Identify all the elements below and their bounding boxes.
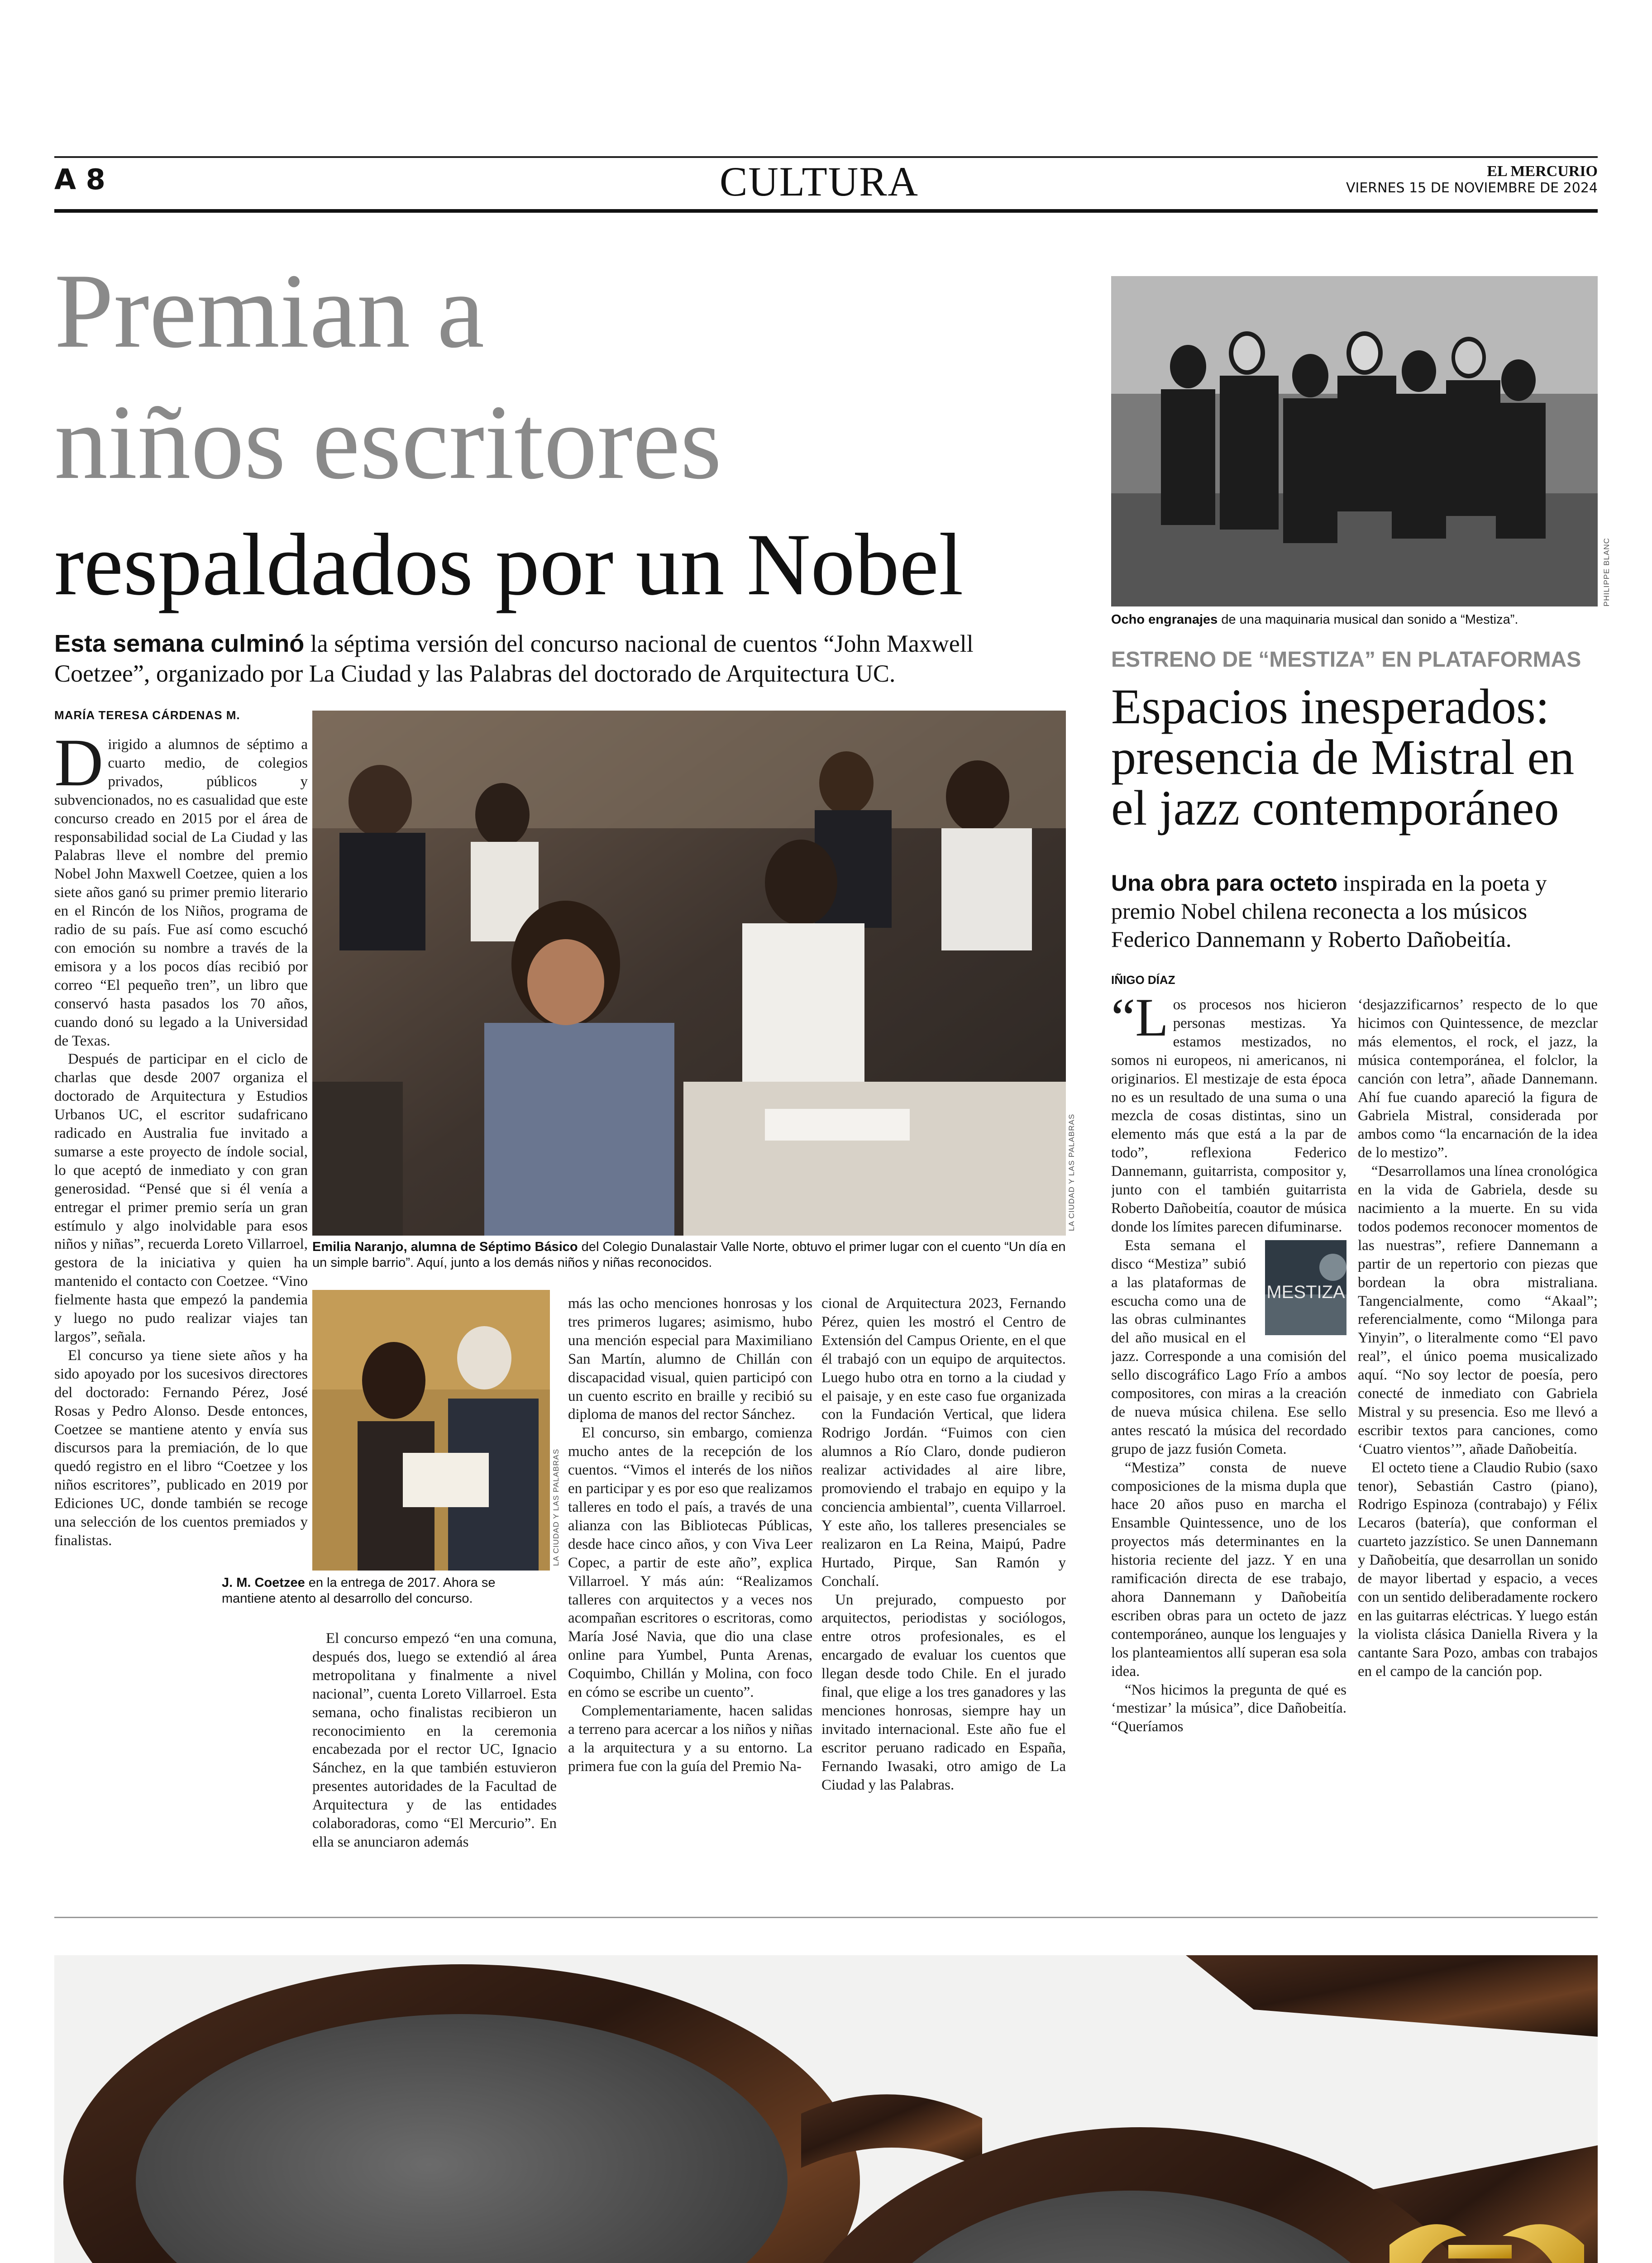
caption-bold: Ocho engranajes (1111, 612, 1218, 627)
ad-separator (54, 1917, 1598, 1918)
headline-line-2: niños escritores (54, 383, 722, 501)
headline-line-1: Premian a (54, 252, 485, 370)
side-article-column-1 (1111, 996, 1346, 1905)
main-article-column-4 (821, 1294, 1066, 1905)
caption-text: del Colegio Dunalastair Valle Norte, obtuvo el primer lugar con el cuento “Un día en un simple barrio”. Aquí, junto a los demás niños y niñas reconocidos. (312, 1240, 1066, 1270)
paragraph: El concurso, sin embargo, comienza mucho antes de la recepción de los cuentos. “Vimos el interés de los niños en participar y es por eso que realizamos talleres en todo el país, a través de una alianza con las Bibliotecas Públicas, desde hace cinco años, y con Viva Leer Copec, a partir de este año”, explica Villarroel. Y más aún: “Realizamos talleres con arquitectos y a veces nos acompañan escritores o escritoras, como María José Navia, que dio una clase online para Yumbel, Punta Arenas, Coquimbo, Chillán y Molina, con foco en cómo se escribe un cuento”. (568, 1425, 812, 1701)
masthead-bottom-rule (54, 209, 1598, 213)
coetzee-photo (312, 1290, 550, 1571)
side-article-headline: Espacios inesperados: presencia de Mistral en el jazz contemporáneo (1111, 679, 1575, 836)
octet-photo-caption (1111, 612, 1598, 628)
students-photo (312, 711, 1066, 1236)
drop-cap: D (54, 735, 104, 800)
main-lede-bold: Esta semana culminó (54, 630, 305, 657)
main-byline: MARÍA TERESA CÁRDENAS M. (54, 708, 240, 722)
newspaper-name: EL MERCURIO (1487, 163, 1598, 180)
main-article-column-3 (568, 1294, 812, 1905)
main-article-column-1 (54, 735, 308, 1903)
paragraph: “Mestiza” consta de nueve composiciones de la misma dupla que hace 20 años puso en marcha el Ensamble Quintessence, uno de los proyectos más determinantes en la historia reciente del jazz. Y en una ramificación directa de ese trabajo, ahora Dannemann y Dañobeitía escriben obras para un octeto de jazz contemporáneo, aunque los lenguajes y los planteamientos allí superan esa sola idea. (1111, 1459, 1346, 1680)
caption-text: en la entrega de 2017. Ahora se mantiene atento al desarrollo del concurso. (222, 1576, 496, 1606)
main-lede-text: la séptima versión del concurso nacional de cuentos “John Maxwell Coetzee”, organizado por La Ciudad y las Palabras del doctorado de Arquitectura UC. (54, 630, 974, 687)
paragraph: os procesos nos hicieron personas mestizas. Ya estamos mestizados, no somos ni europeos, ni americanos, ni originarios. El mestizaje de esta época no es un resultado de una suma o una mezcla de cosas distintas, sino un elemento más que está a la par de todo”, reflexiona Federico Dannemann, guitarrista, compositor y, junto con el también guitarrista Roberto Dañobeitía, coautor de música donde los límites parecen difuminarse. (1111, 997, 1346, 1235)
side-article-column-2 (1358, 996, 1598, 1905)
photo-credit: LA CIUDAD Y LAS PALABRAS (1067, 1113, 1076, 1231)
sunglasses-image (54, 1955, 1598, 2263)
celine-advertisement (54, 1955, 1598, 2263)
publication-date: VIERNES 15 DE NOVIEMBRE DE 2024 (1346, 180, 1598, 196)
main-article-column-2: El concurso empezó “en una comuna, después dos, luego se extendió al área metropolitana y finalmente a nivel nacional”, cuenta Loreto Villarroel. Esta semana, ocho finalistas recibieron un reconocimiento en la ceremonia encabezada por el rector UC, Ignacio Sánchez, en la que también estuvieron presentes autoridades de la Facultad de Arquitectura y de las entidades colaboradoras, como “El Mercurio”. En ella se anunciaron además (312, 1630, 557, 1850)
paragraph (1111, 1237, 1346, 1459)
photo-credit: PHILIPPE BLANC (1602, 538, 1611, 606)
photo-credit: LA CIUDAD Y LAS PALABRAS (552, 1448, 560, 1566)
paragraph: más las ocho menciones honrosas y los tres primeros lugares; asimismo, hubo una mención especial para Maximiliano San Martín, alumno de Chillán con discapacidad visual, quien participó con un cuento escrito en braille y recibió su diploma de manos del rector Sánchez. (568, 1295, 812, 1423)
page-number: A 8 (54, 163, 105, 196)
paragraph: Después de participar en el ciclo de charlas que desde 2007 organiza el doctorado de Arquitectura y Estudios Urbanos UC, el escritor sudafricano radicado en Australia fue invitado a sumarse a este proyecto de índole social, lo que aceptó de inmediato y con gran generosidad. “Pensé que si él venía a entregar el primer premio sería un gran estímulo y algo inolvidable para esos niños y niñas”, recuerda Loreto Villarroel, gestora de la iniciativa y quien ha mantenido el contacto con Coetzee. “Vino fielmente hasta que empezó la pandemia y luego no pudo realizar viajes tan largos”, señala. (54, 1051, 308, 1345)
side-article-lede (1111, 869, 1591, 953)
paragraph: Un prejurado, compuesto por arquitectos, periodistas y sociólogos, entre otros profesionales, es el encargado de evaluar los cuentos que llegan desde todo Chile. En el jurado final, que elige a los tres ganadores y las menciones honrosas, siempre hay un invitado internacional. Este año fue el escritor peruano radicado en España, Fernando Iwasaki, otro amigo de La Ciudad y las Palabras. (821, 1591, 1066, 1793)
students-photo-caption (312, 1239, 1066, 1271)
caption-bold: Emilia Naranjo, alumna de Séptimo Básico (312, 1240, 578, 1254)
section-title: CULTURA (720, 158, 919, 205)
side-article-kicker: ESTRENO DE “MESTIZA” EN PLATAFORMAS (1111, 648, 1581, 672)
caption-bold: J. M. Coetzee (222, 1576, 305, 1590)
paragraph: “Desarrollamos una línea cronológica en la vida de Gabriela, desde su nacimiento a la muerte. En su vida todos podemos reconocer momentos de las nuestras”, refiere Dannemann a partir de un repertorio con piezas que bordean la obra mistraliana. Tangencialmente, como “Akaal”; referencialmente, como “Milonga para Yinyin”, o literalmente como “El pavo real”, el único poema musicalizado aquí. “No soy lector de poesía, pero conecté de inmediato con Gabriela Mistral y su presencia. Eso me llevó a escribir textos para canciones, como ‘Cuatro vientos’”, añade Dañobeitía. (1358, 1163, 1598, 1457)
drop-cap: “L (1111, 996, 1169, 1047)
coetzee-photo-caption (222, 1575, 552, 1607)
lede-bold: Una obra para octeto (1111, 870, 1338, 896)
paragraph: irigido a alumnos de séptimo a cuarto medio, de colegios privados, públicos y subvencionados, no es casualidad que este concurso creado en 2015 por el área de responsabilidad social de La Ciudad y las Palabras lleve el nombre del premio Nobel John Maxwell Coetzee, quien a los siete años ganó su primer premio literario en el Rincón de los Niños, programa de radio de su país. Fue así como escuchó con emoción su nombre a través de la emisora y a los pocos días recibió por correo “El pequeño tren”, un libro que conservó hasta pasados los 70 años, cuando donó su legado a la Universidad de Texas. (54, 736, 308, 1049)
caption-text: de una maquinaria musical dan sonido a “Mestiza”. (1218, 612, 1518, 627)
paragraph: El concurso ya tiene siete años y ha sido apoyado por los sucesivos directores del doctorado: Fernando Pérez, José Rosas y Pedro Alonso. Desde entonces, Coetzee se mantiene atento y envía sus discursos para la premiación, de lo que quedó registro en el libro “Coetzee y los niños escritores”, publicado en 2019 por Ediciones UC, donde también se recoge una selección de los cuentos premiados y finalistas. (54, 1347, 308, 1549)
side-article-byline: IÑIGO DÍAZ (1111, 973, 1175, 987)
octet-photo (1111, 276, 1598, 606)
album-cover (1251, 1240, 1346, 1335)
paragraph: ‘desjazzificarnos’ respecto de lo que hicimos con Quintessence, de mezclar más elementos, el rock, el jazz, la música contemporánea, el folclor, la canción con letra”, añade Dannemann. Ahí fue cuando apareció la figura de Gabriela Mistral, considerada por ambos como “la encarnación de la idea de lo mestizo”. (1358, 997, 1598, 1161)
paragraph: cional de Arquitectura 2023, Fernando Pérez, quien les mostró el Centro de Extensión del Campus Oriente, en el que él trabajó con un equipo de arquitectos. Luego hubo otra en torno a la ciudad y el paisaje, y en este caso fue organizada con la Fundación Vertical, que lidera Rodrigo Jordán. “Fuimos con cien alumnos a Río Claro, donde pudieron realizar actividades al aire libre, promoviendo el trabajo en equipo y la conciencia ambiental”, cuenta Villarroel. Y este año, los talleres presenciales se realizaron en La Reina, Maipú, Padre Hurtado, Pirque, San Ramón y Conchalí. (821, 1295, 1066, 1590)
main-lede (54, 629, 1068, 689)
headline-line-3: respaldados por un Nobel (54, 516, 964, 614)
paragraph: Complementariamente, hacen salidas a terreno para acercar a los niños y niñas a la arquitectura y a su entorno. La primera fue con la guía del Premio Na- (568, 1702, 812, 1775)
album-title: MESTIZA (1266, 1282, 1345, 1302)
paragraph: El octeto tiene a Claudio Rubio (saxo tenor), Sebastián Castro (piano), Rodrigo Espinoza (contrabajo) y Félix Lecaros (batería), que conforman el cuarteto jazzístico. Se unen Dannemann y Dañobeitía, que desarrollan un sonido de mayor libertad y espacio, a veces con un sentido deliberadamente rockero en las guitarras eléctricas. Y luego están la violista clásica Daniella Rivera y la cantante Sara Pozo, ambas con trabajos en el campo de la canción pop. (1358, 1459, 1598, 1680)
paragraph-text: Esta semana el disco “Mestiza” subió a las plataformas de escucha como una de las obras culminantes del año musical en el jazz. Corresponde a una comisión del sello discográfico Lago Frío a ambos compositores, con miras a la creación de nueva música chilena. Ese sello antes rescató la música del recordado grupo de jazz fusión Cometa. (1111, 1237, 1346, 1457)
lede-text: inspirada en la poeta y premio Nobel chilena reconecta a los músicos Federico Dannemann y Roberto Dañobeitía. (1111, 870, 1547, 952)
paragraph: “Nos hicimos la pregunta de qué es ‘mestizar’ la música”, dice Dañobeitía. “Queríamos (1111, 1681, 1346, 1735)
